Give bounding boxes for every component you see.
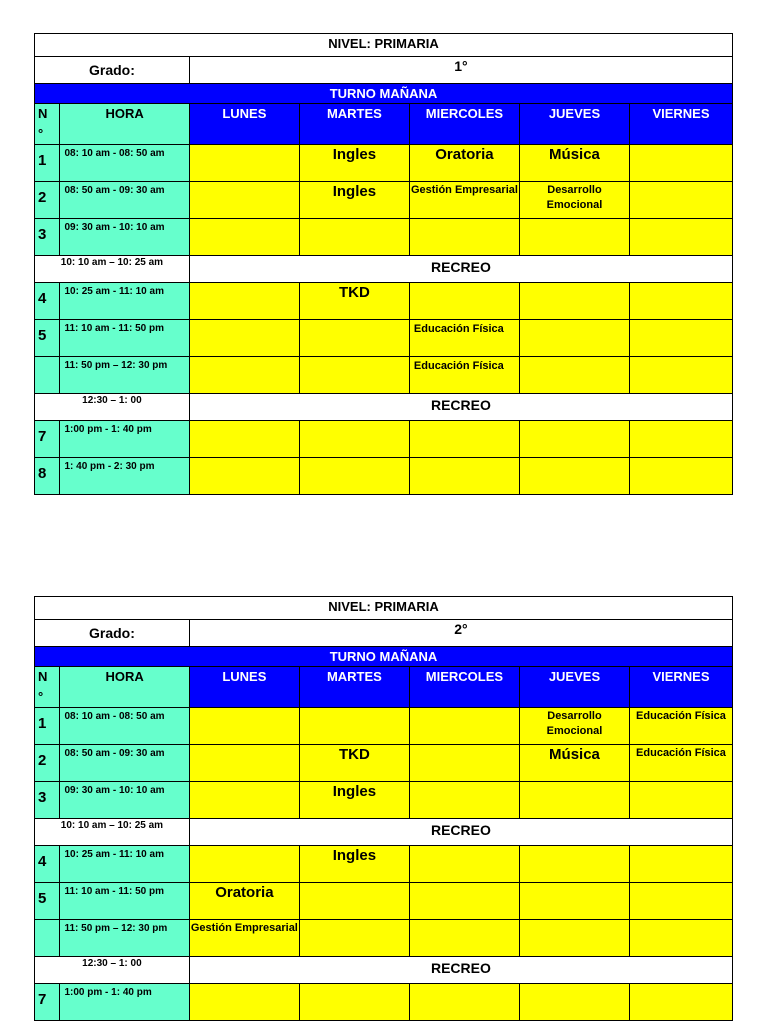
class-cell-jueves <box>519 320 629 357</box>
period-number: 7 <box>35 984 60 1021</box>
subject-name: Gestión Empresarial <box>190 922 298 934</box>
class-cell-martes <box>299 421 409 458</box>
turno-row <box>35 84 733 104</box>
class-cell-lunes <box>189 145 299 182</box>
class-cell-miercoles <box>409 458 519 495</box>
class-cell-viernes <box>629 182 732 219</box>
period-time: 11: 50 pm – 12: 30 pm <box>60 357 189 394</box>
period-number: 2 <box>35 182 60 219</box>
class-cell-martes <box>299 182 409 219</box>
schedule-table-grade-1 <box>34 33 733 495</box>
class-cell-lunes <box>189 984 299 1021</box>
class-cell-martes <box>299 984 409 1021</box>
grado-row <box>35 57 733 84</box>
turno-row <box>35 647 733 667</box>
class-cell-miercoles <box>409 883 519 920</box>
recreo-time: 12:30 – 1: 00 <box>35 394 190 421</box>
subject-name: Educación Física <box>636 710 726 722</box>
day-header-viernes: VIERNES <box>629 104 732 145</box>
class-cell-martes <box>299 320 409 357</box>
class-cell-viernes <box>629 745 732 782</box>
period-time: 08: 10 am - 08: 50 am <box>60 145 189 182</box>
period-time: 1:00 pm - 1: 40 pm <box>60 421 189 458</box>
grado-value: 1° <box>189 57 732 84</box>
nivel-title: NIVEL: PRIMARIA <box>35 34 733 57</box>
hora-header: HORA <box>60 104 189 145</box>
grado-row <box>35 620 733 647</box>
day-header-jueves: JUEVES <box>519 104 629 145</box>
recreo-row <box>35 957 733 984</box>
period-time: 08: 10 am - 08: 50 am <box>60 708 189 745</box>
period-number: 3 <box>35 782 60 819</box>
class-cell-jueves <box>519 219 629 256</box>
class-row <box>35 883 733 920</box>
recreo-label: RECREO <box>189 957 732 984</box>
class-cell-miercoles <box>409 320 519 357</box>
period-number: 8 <box>35 458 60 495</box>
subject-name: Oratoria <box>435 146 494 163</box>
nivel-row <box>35 597 733 620</box>
class-cell-jueves <box>519 883 629 920</box>
class-cell-miercoles <box>409 283 519 320</box>
class-cell-martes <box>299 883 409 920</box>
period-number: 7 <box>35 421 60 458</box>
class-cell-viernes <box>629 984 732 1021</box>
class-cell-jueves <box>519 182 629 219</box>
header-row <box>35 667 733 708</box>
schedule-table-grade-2 <box>34 596 733 1021</box>
day-header-miercoles: MIERCOLES <box>409 104 519 145</box>
class-cell-jueves <box>519 357 629 394</box>
subject-name: Ingles <box>332 146 377 163</box>
day-header-lunes: LUNES <box>189 104 299 145</box>
period-number <box>35 357 60 394</box>
recreo-label: RECREO <box>189 394 732 421</box>
class-row <box>35 182 733 219</box>
class-row <box>35 846 733 883</box>
class-cell-miercoles <box>409 984 519 1021</box>
day-header-viernes: VIERNES <box>629 667 732 708</box>
subject-name: Oratoria <box>215 884 274 901</box>
subject-name: Ingles <box>332 847 377 864</box>
period-time: 09: 30 am - 10: 10 am <box>60 782 189 819</box>
class-cell-miercoles <box>409 357 519 394</box>
subject-name: Desarrollo Emocional <box>546 184 603 211</box>
class-cell-viernes <box>629 357 732 394</box>
period-time: 11: 10 am - 11: 50 pm <box>60 320 189 357</box>
class-cell-viernes <box>629 145 732 182</box>
subject-name: Educación Física <box>636 747 726 759</box>
class-cell-jueves <box>519 782 629 819</box>
turno-title: TURNO MAÑANA <box>35 84 733 104</box>
class-cell-viernes <box>629 708 732 745</box>
class-cell-miercoles <box>409 145 519 182</box>
day-header-lunes: LUNES <box>189 667 299 708</box>
recreo-row <box>35 394 733 421</box>
class-row <box>35 357 733 394</box>
class-cell-martes <box>299 458 409 495</box>
class-row <box>35 920 733 957</box>
turno-title: TURNO MAÑANA <box>35 647 733 667</box>
hora-header: HORA <box>60 667 189 708</box>
period-time: 08: 50 am - 09: 30 am <box>60 182 189 219</box>
subject-name: TKD <box>338 746 370 763</box>
period-time: 10: 25 am - 11: 10 am <box>60 283 189 320</box>
period-number: 1 <box>35 145 60 182</box>
period-number: 3 <box>35 219 60 256</box>
grado-label: Grado: <box>35 57 190 84</box>
class-cell-lunes <box>189 883 299 920</box>
class-cell-miercoles <box>409 745 519 782</box>
class-row <box>35 320 733 357</box>
subject-name: Ingles <box>332 183 377 200</box>
period-time: 08: 50 am - 09: 30 am <box>60 745 189 782</box>
class-cell-jueves <box>519 421 629 458</box>
class-cell-miercoles <box>409 846 519 883</box>
class-cell-lunes <box>189 846 299 883</box>
class-cell-jueves <box>519 745 629 782</box>
period-number: 4 <box>35 283 60 320</box>
period-time: 1: 40 pm - 2: 30 pm <box>60 458 189 495</box>
subject-name: Gestión Empresarial <box>410 184 518 196</box>
class-cell-jueves <box>519 458 629 495</box>
class-row <box>35 219 733 256</box>
class-cell-miercoles <box>409 920 519 957</box>
subject-name: Música <box>549 746 600 763</box>
day-header-martes: MARTES <box>299 104 409 145</box>
period-number: 5 <box>35 883 60 920</box>
class-cell-viernes <box>629 458 732 495</box>
class-row <box>35 145 733 182</box>
period-time: 1:00 pm - 1: 40 pm <box>60 984 189 1021</box>
class-cell-viernes <box>629 920 732 957</box>
grado-label: Grado: <box>35 620 190 647</box>
day-header-martes: MARTES <box>299 667 409 708</box>
subject-name: Educación Física <box>413 360 504 372</box>
day-header-miercoles: MIERCOLES <box>409 667 519 708</box>
class-cell-lunes <box>189 782 299 819</box>
class-row <box>35 283 733 320</box>
class-cell-jueves <box>519 708 629 745</box>
period-time: 11: 50 pm – 12: 30 pm <box>60 920 189 957</box>
class-cell-viernes <box>629 846 732 883</box>
recreo-row <box>35 819 733 846</box>
class-cell-martes <box>299 920 409 957</box>
class-cell-viernes <box>629 883 732 920</box>
class-cell-lunes <box>189 219 299 256</box>
class-cell-martes <box>299 745 409 782</box>
class-cell-jueves <box>519 145 629 182</box>
class-cell-lunes <box>189 357 299 394</box>
class-cell-martes <box>299 782 409 819</box>
period-time: 11: 10 am - 11: 50 pm <box>60 883 189 920</box>
class-cell-viernes <box>629 219 732 256</box>
class-row <box>35 421 733 458</box>
subject-name: TKD <box>338 284 370 301</box>
class-cell-viernes <box>629 320 732 357</box>
subject-name: Música <box>549 146 600 163</box>
day-header-jueves: JUEVES <box>519 667 629 708</box>
class-cell-miercoles <box>409 421 519 458</box>
class-cell-lunes <box>189 182 299 219</box>
recreo-label: RECREO <box>189 256 732 283</box>
class-cell-lunes <box>189 920 299 957</box>
period-number: 1 <box>35 708 60 745</box>
class-cell-martes <box>299 708 409 745</box>
class-cell-martes <box>299 145 409 182</box>
class-cell-miercoles <box>409 182 519 219</box>
class-cell-martes <box>299 219 409 256</box>
nivel-row <box>35 34 733 57</box>
class-cell-jueves <box>519 984 629 1021</box>
subject-name: Educación Física <box>413 323 504 335</box>
recreo-row <box>35 256 733 283</box>
period-number: 2 <box>35 745 60 782</box>
class-cell-martes <box>299 357 409 394</box>
period-number: 4 <box>35 846 60 883</box>
class-cell-viernes <box>629 421 732 458</box>
recreo-label: RECREO <box>189 819 732 846</box>
subject-name: Ingles <box>332 783 377 800</box>
class-cell-lunes <box>189 745 299 782</box>
class-cell-jueves <box>519 846 629 883</box>
class-cell-lunes <box>189 320 299 357</box>
nivel-title: NIVEL: PRIMARIA <box>35 597 733 620</box>
period-time: 10: 25 am - 11: 10 am <box>60 846 189 883</box>
header-row <box>35 104 733 145</box>
class-cell-jueves <box>519 920 629 957</box>
class-row <box>35 458 733 495</box>
class-cell-miercoles <box>409 219 519 256</box>
class-row <box>35 745 733 782</box>
subject-name: Desarrollo Emocional <box>546 710 603 737</box>
class-row <box>35 708 733 745</box>
recreo-time: 12:30 – 1: 00 <box>35 957 190 984</box>
recreo-time: 10: 10 am – 10: 25 am <box>35 256 190 283</box>
class-cell-lunes <box>189 708 299 745</box>
class-cell-lunes <box>189 458 299 495</box>
period-time: 09: 30 am - 10: 10 am <box>60 219 189 256</box>
class-cell-martes <box>299 283 409 320</box>
class-cell-lunes <box>189 283 299 320</box>
grado-value: 2° <box>189 620 732 647</box>
class-cell-jueves <box>519 283 629 320</box>
class-row <box>35 984 733 1021</box>
class-cell-viernes <box>629 283 732 320</box>
number-header: N ° <box>35 104 60 145</box>
class-cell-miercoles <box>409 782 519 819</box>
class-row <box>35 782 733 819</box>
period-number: 5 <box>35 320 60 357</box>
recreo-time: 10: 10 am – 10: 25 am <box>35 819 190 846</box>
class-cell-martes <box>299 846 409 883</box>
number-header: N ° <box>35 667 60 708</box>
class-cell-miercoles <box>409 708 519 745</box>
class-cell-viernes <box>629 782 732 819</box>
class-cell-lunes <box>189 421 299 458</box>
period-number <box>35 920 60 957</box>
